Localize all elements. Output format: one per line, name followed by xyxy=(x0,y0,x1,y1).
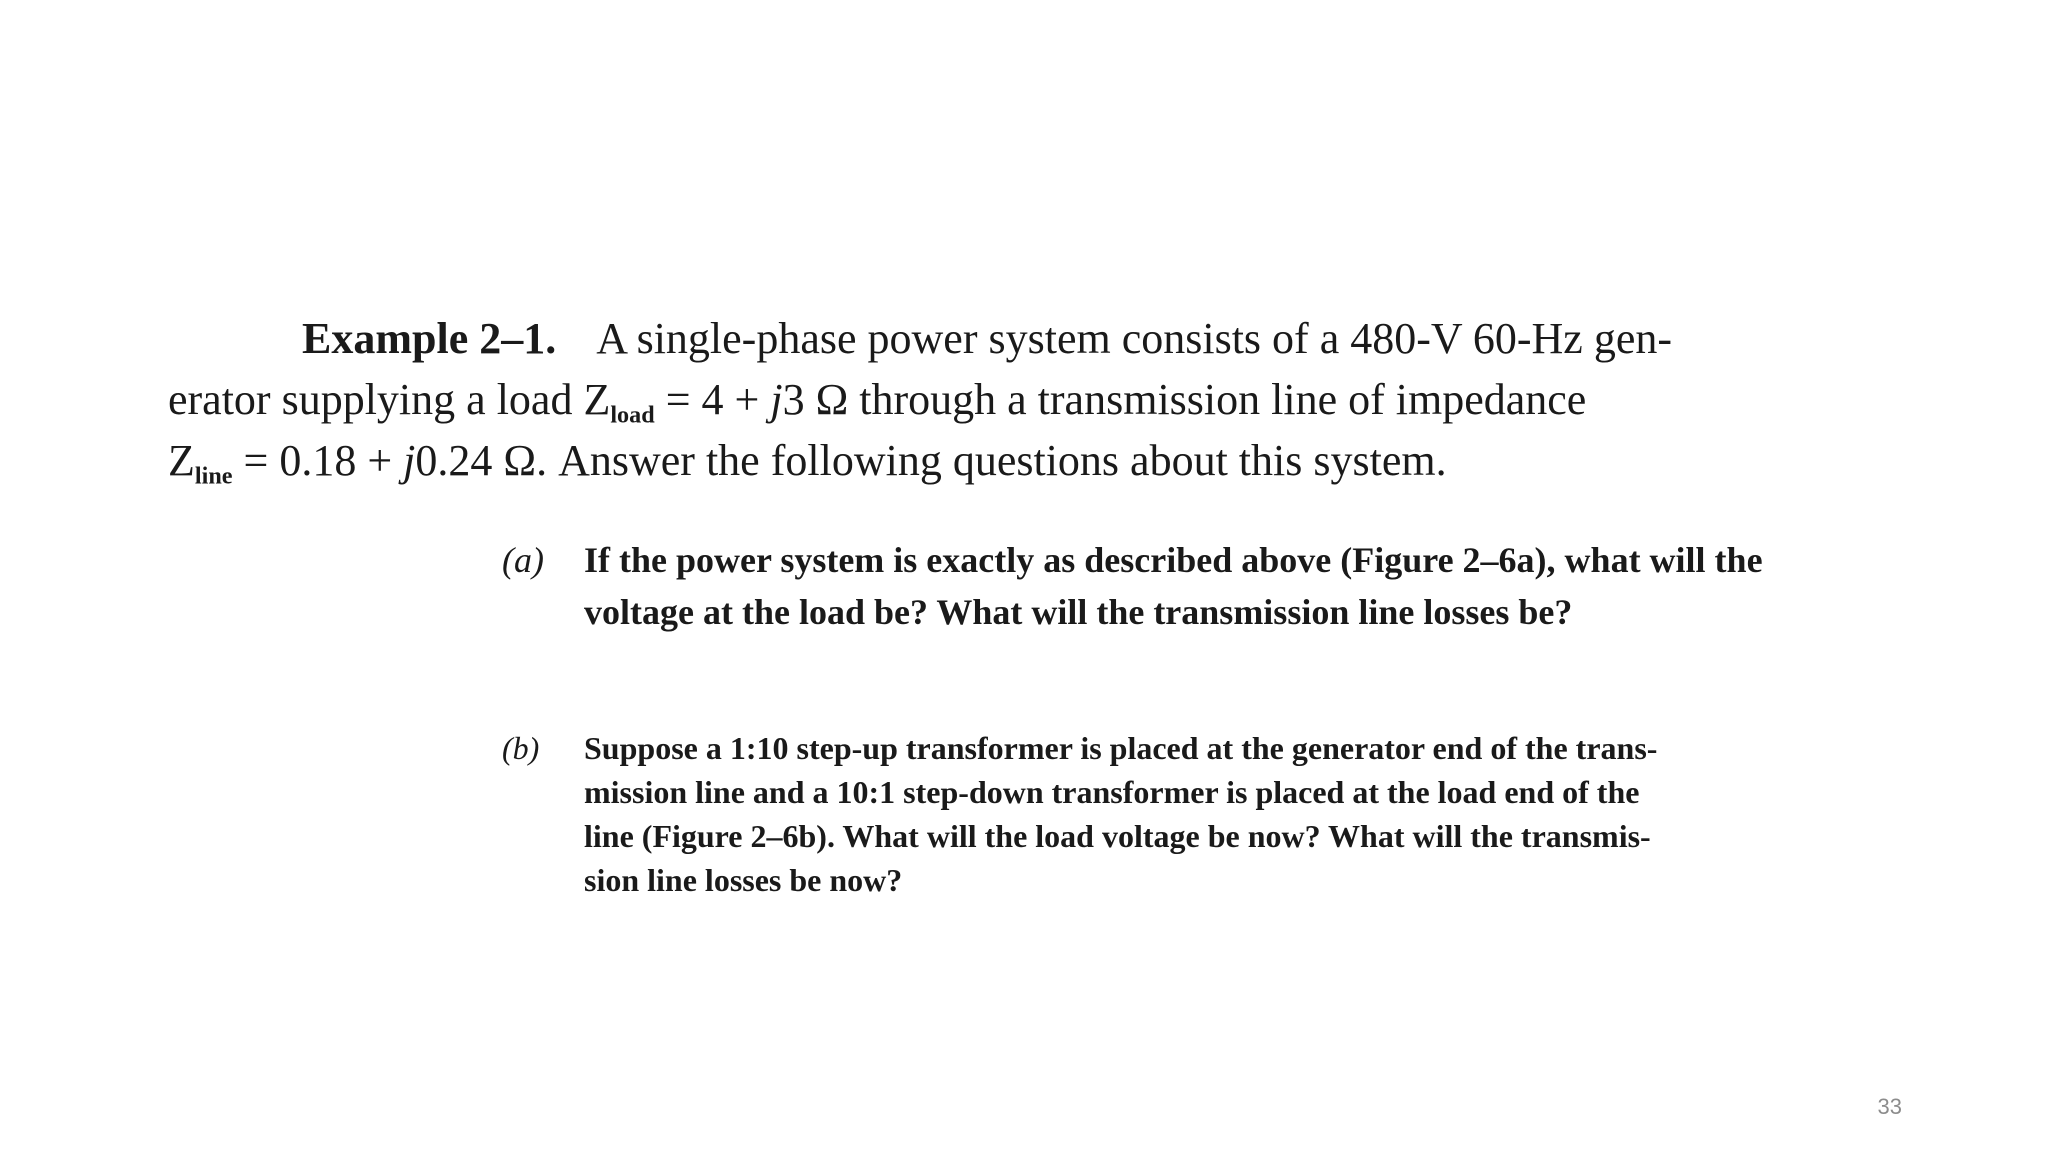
example-line-3-part-b: = 0.18 + xyxy=(232,436,404,485)
question-b-line: line (Figure 2–6b). What will the load voltage be now? What will the transmis- xyxy=(584,818,1651,854)
question-b-letter: (b) xyxy=(502,730,540,766)
question-part-b xyxy=(502,726,1802,902)
z-line-subscript: line xyxy=(194,462,233,490)
example-line-1-text: A single-phase power system consists of a 480-V 60-Hz gen- xyxy=(596,314,1672,363)
example-line-2-part-c: 3 Ω through a transmission line of impedance xyxy=(782,375,1587,424)
example-line-2-part-b: = 4 + xyxy=(654,375,771,424)
imaginary-unit-j: j xyxy=(770,375,783,424)
example-line-3-part-c: 0.24 Ω. Answer the following questions about this system. xyxy=(415,436,1447,485)
question-part-a xyxy=(502,534,1922,638)
example-line-1 xyxy=(168,308,1808,369)
question-a-line: If the power system is exactly as described above (Figure 2–6a), what will the xyxy=(584,540,1763,580)
example-line-2-part-a: erator supplying a load Z xyxy=(168,375,611,424)
example-line-3-part-a: Z xyxy=(168,436,195,485)
question-b-line: mission line and a 10:1 step-down transformer is placed at the load end of the xyxy=(584,774,1640,810)
question-a-line: voltage at the load be? What will the transmission line losses be? xyxy=(584,592,1573,632)
imaginary-unit-j: j xyxy=(403,436,416,485)
question-b-line: Suppose a 1:10 step-up transformer is placed at the generator end of the trans- xyxy=(584,730,1658,766)
z-load-subscript: load xyxy=(610,401,655,429)
question-a-letter: (a) xyxy=(502,540,544,580)
example-statement xyxy=(168,308,1808,491)
example-line-2 xyxy=(168,369,1808,430)
question-b-row-1 xyxy=(502,726,1802,770)
example-label: Example 2–1. xyxy=(302,314,557,363)
question-a-row-1 xyxy=(502,534,1922,586)
page-number: 33 xyxy=(1877,1094,1902,1119)
example-line-3 xyxy=(168,430,1808,491)
question-b-line: sion line losses be now? xyxy=(584,862,903,898)
